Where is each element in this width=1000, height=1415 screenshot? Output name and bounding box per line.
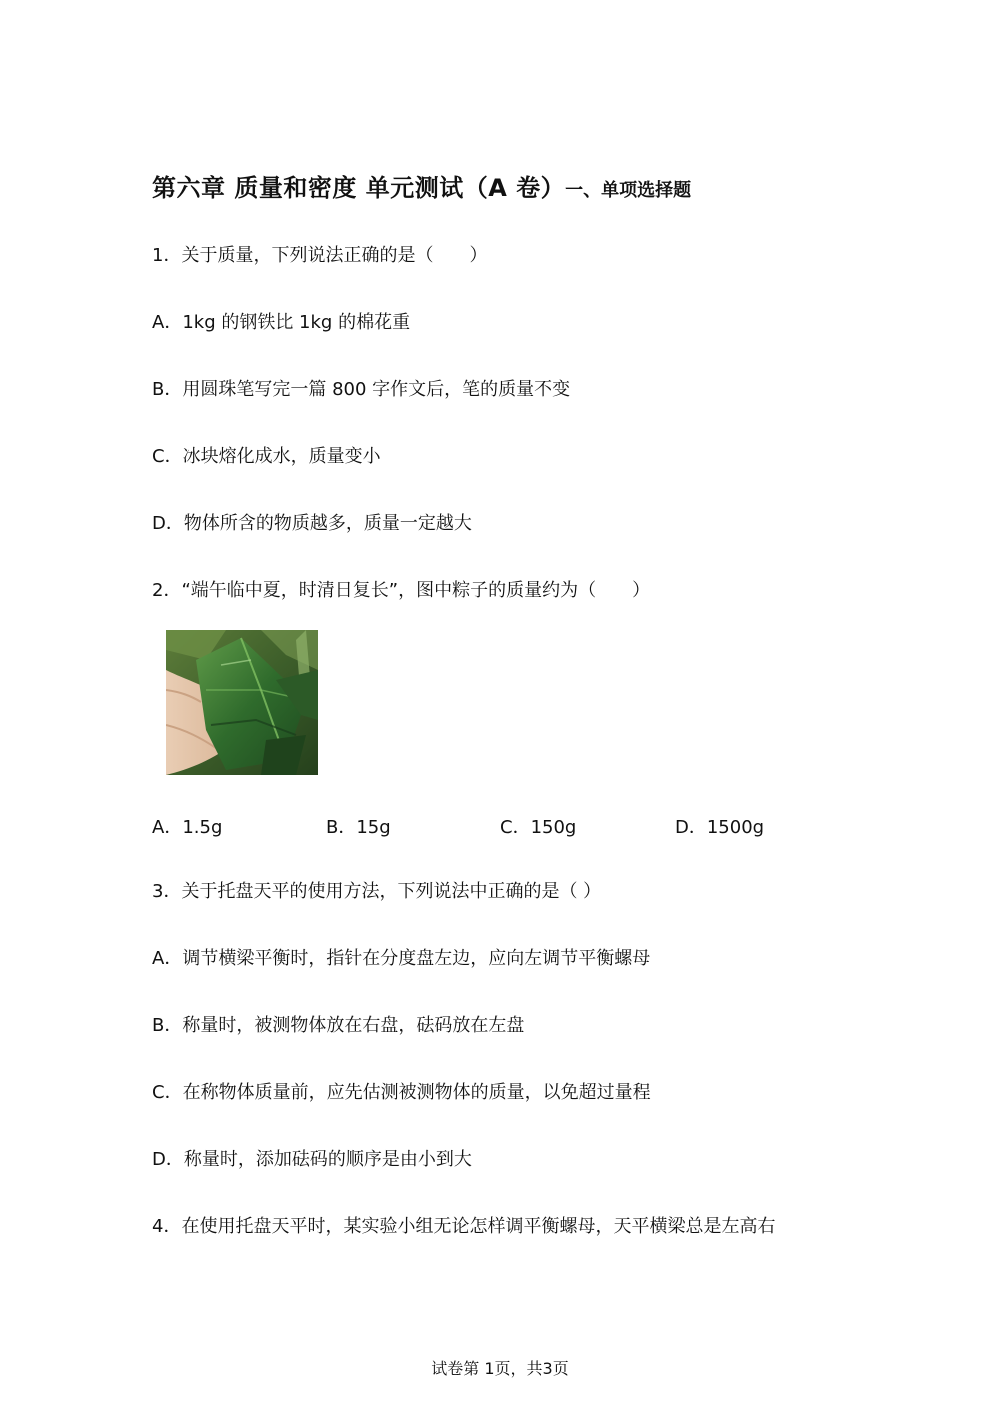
question-3-option-c: C．在称物体质量前，应先估测被测物体的质量，以免超过量程: [152, 1082, 651, 1103]
question-2-option-c: C．150g: [500, 817, 577, 838]
question-1-option-a: A．1kg 的钢铁比 1kg 的棉花重: [152, 312, 411, 333]
question-3-option-a: A．调节横梁平衡时，指针在分度盘左边，应向左调节平衡螺母: [152, 948, 651, 969]
question-1-stem: 1．关于质量，下列说法正确的是（ ）: [152, 245, 488, 266]
question-2-option-b: B．15g: [326, 817, 391, 838]
section-heading: 一、单项选择题: [565, 180, 692, 201]
page-footer: 试卷第 1页，共3页: [431, 1359, 569, 1378]
question-1-option-d: D．物体所含的物质越多，质量一定越大: [152, 513, 472, 534]
question-1-option-b: B．用圆珠笔写完一篇 800 字作文后，笔的质量不变: [152, 379, 571, 400]
question-2-stem: 2．“端午临中夏，时清日复长”，图中粽子的质量约为（ ）: [152, 580, 651, 601]
question-3-stem: 3．关于托盘天平的使用方法，下列说法中正确的是（ ）: [152, 881, 602, 902]
page-title: [152, 168, 691, 203]
question-3-option-b: B．称量时，被测物体放在右盘，砝码放在左盘: [152, 1015, 525, 1036]
question-1-option-c: C．冰块熔化成水，质量变小: [152, 446, 381, 467]
chapter-title: 第六章 质量和密度 单元测试（A 卷）: [152, 174, 566, 202]
question-4-stem: 4．在使用托盘天平时，某实验小组无论怎样调平衡螺母，天平横梁总是左高右: [152, 1216, 776, 1237]
question-2-options: [152, 813, 852, 839]
question-2-option-d: D．1500g: [675, 817, 765, 838]
question-3-option-d: D．称量时，添加砝码的顺序是由小到大: [152, 1149, 472, 1170]
question-2-option-a: A．1.5g: [152, 817, 223, 838]
zongzi-photo: [166, 630, 318, 775]
